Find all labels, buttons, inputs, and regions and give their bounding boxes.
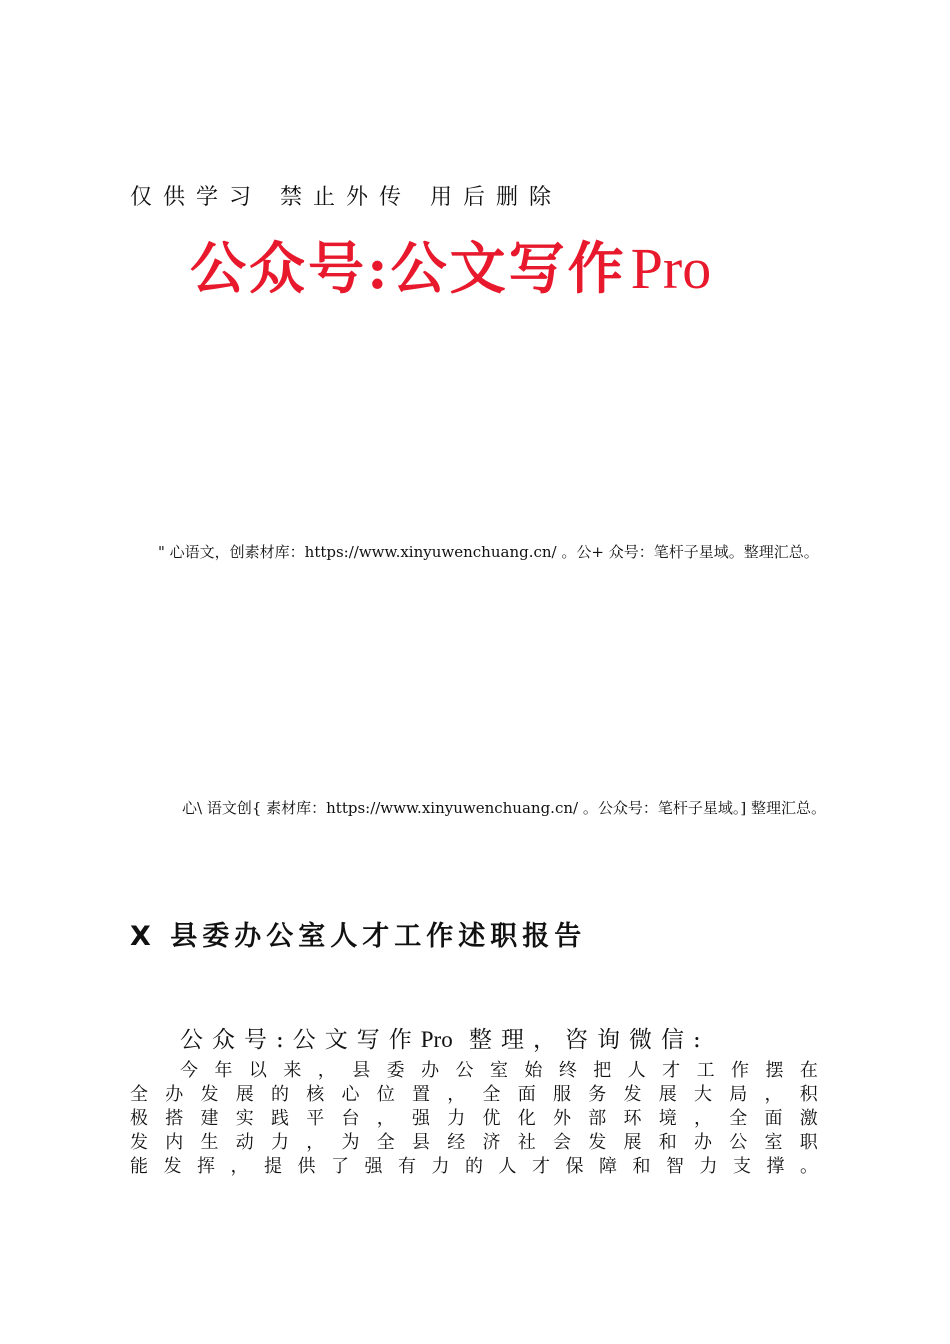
source-line-2: 心\ 语文创{ 素材库：https://www.xinyuwenchuang.cn/ 。公众号：笔杆子星域。] 整理汇总。 — [182, 799, 826, 817]
body-line-5: 能 发 挥 ， 提 供 了 强 有 力 的 人 才 保 障 和 智 力 支 撑 。 — [130, 1156, 818, 1177]
document-subline — [180, 1021, 710, 1054]
body-line-1: 今 年 以 来 ， 县 委 办 公 室 始 终 把 人 才 工 作 摆 在 — [180, 1060, 818, 1081]
source-line-1: " 心语文，创素材库：https://www.xinyuwenchuang.cn/ 。公+ 众号：笔杆子星域。整理汇总。 — [158, 543, 819, 561]
body-line-4: 发 内 生 动 力 ， 为 全 县 经 济 社 会 发 展 和 办 公 室 职 — [130, 1132, 818, 1153]
brand-heading — [190, 225, 711, 305]
notice-text: 仅供学习 禁止外传 用后删除 — [130, 185, 562, 210]
brand-suffix: Pro — [630, 236, 712, 301]
subline-after: 整理，咨询微信: — [452, 1027, 710, 1053]
body-line-2: 全 办 发 展 的 核 心 位 置 ， 全 面 服 务 发 展 大 局 ， 积 — [130, 1084, 818, 1105]
brand-main: 公众号:公文写作 — [190, 236, 627, 302]
subline-pro: Pro — [420, 1027, 453, 1052]
body-line-3: 极 搭 建 实 践 平 台 ， 强 力 优 化 外 部 环 境 ， 全 面 激 — [130, 1108, 818, 1129]
subline-before: 公众号:公文写作 — [180, 1027, 421, 1053]
document-title: X 县委办公室人才工作述职报告 — [130, 921, 587, 952]
